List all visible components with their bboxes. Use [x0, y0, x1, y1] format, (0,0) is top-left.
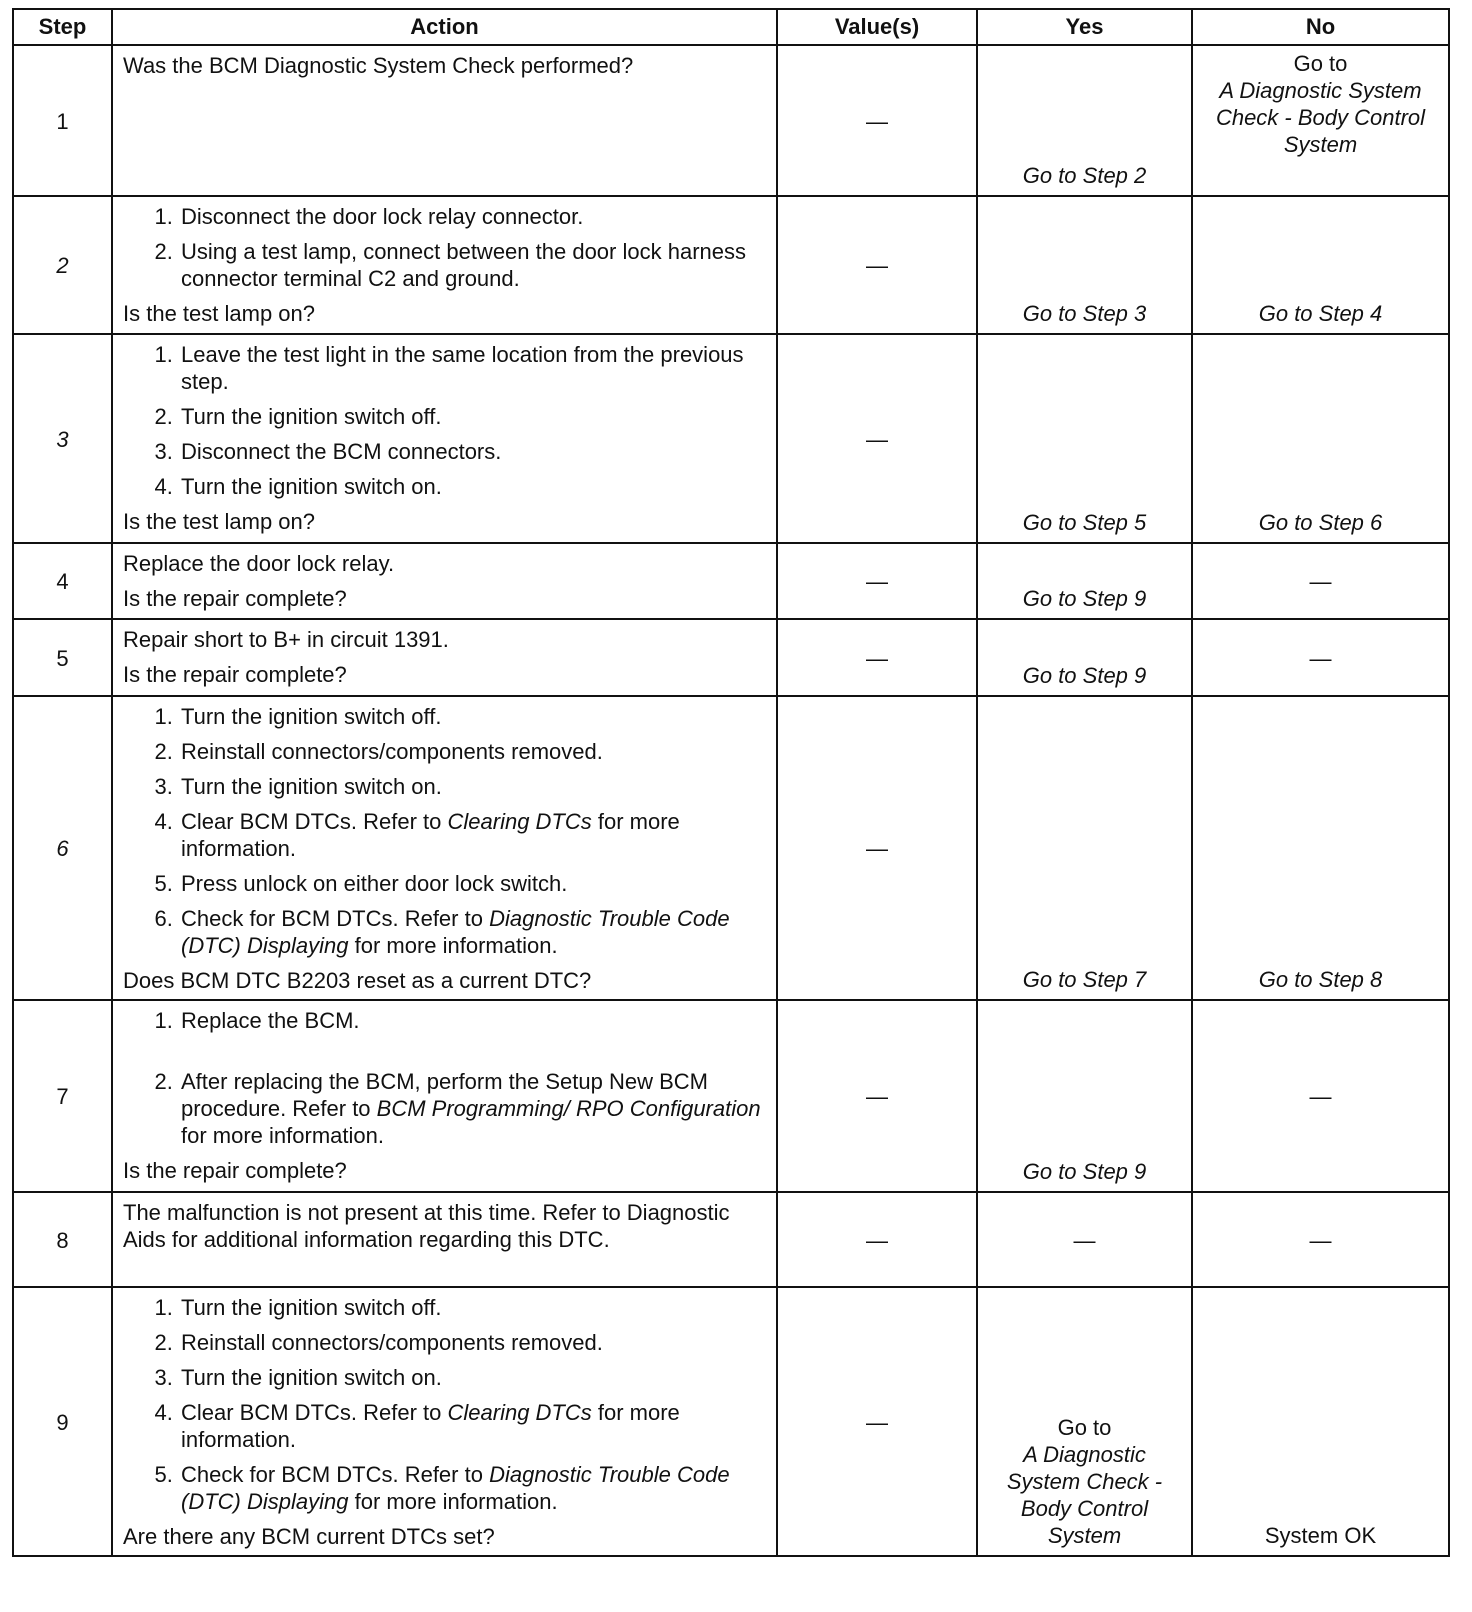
list-item: 1. Leave the test light in the same location from the previous step. [179, 341, 766, 395]
table-row [13, 1192, 1449, 1287]
diagnostic-table-container [12, 8, 1448, 1557]
text: After replacing the BCM, perform the Setup New BCM procedure. Refer to [181, 1069, 708, 1121]
action-text: Repair short to B+ in circuit 1391. [123, 627, 449, 652]
table-row [13, 196, 1449, 334]
list-item: 2. Turn the ignition switch off. [179, 403, 766, 430]
yes-cell: Go to Step 9 [977, 1000, 1192, 1192]
action-text: Was the BCM Diagnostic System Check performed? [123, 53, 634, 78]
value-cell: — [777, 334, 977, 543]
list-item [179, 905, 766, 959]
step-number: 6 [13, 696, 112, 1000]
no-cell: — [1192, 1192, 1449, 1287]
list-item: 2. Reinstall connectors/components removed. [179, 738, 766, 765]
goto-reference: A Diagnostic System Check - Body Control System [1215, 78, 1426, 157]
action-cell [112, 1000, 777, 1192]
step-number: 9 [13, 1287, 112, 1556]
list-item: 5. Press unlock on either door lock switch. [179, 870, 766, 897]
text: Clear BCM DTCs. Refer to [181, 1400, 448, 1425]
no-cell [1192, 45, 1449, 196]
no-cell: — [1192, 619, 1449, 696]
reference-link[interactable]: BCM Programming/ RPO Configuration [376, 1096, 761, 1121]
action-text: The malfunction is not present at this time. Refer to Diagnostic Aids for additional information regarding this DTC. [123, 1200, 730, 1252]
list-item: 3. Turn the ignition switch on. [179, 1364, 766, 1391]
action-question: Is the repair complete? [123, 586, 347, 611]
action-cell [112, 1287, 777, 1556]
action-steps-list [123, 203, 766, 292]
yes-cell: Go to Step 5 [977, 334, 1192, 543]
value-cell: — [777, 543, 977, 619]
list-item: 1. Replace the BCM. [179, 1007, 766, 1034]
list-item [179, 1068, 766, 1149]
action-cell [112, 334, 777, 543]
header-step: Step [13, 9, 112, 45]
list-item [179, 1461, 766, 1515]
table-row [13, 543, 1449, 619]
list-item [179, 808, 766, 862]
header-no: No [1192, 9, 1449, 45]
goto-reference: A Diagnostic System Check - Body Control System [1006, 1442, 1163, 1548]
text: Clear BCM DTCs. Refer to [181, 809, 448, 834]
list-item: 3. Turn the ignition switch on. [179, 773, 766, 800]
no-cell: Go to Step 8 [1192, 696, 1449, 1000]
action-cell [112, 696, 777, 1000]
step-number: 4 [13, 543, 112, 619]
table-row [13, 1287, 1449, 1556]
goto-prefix: Go to [1057, 1415, 1112, 1440]
value-cell: — [777, 45, 977, 196]
list-item: 1. Disconnect the door lock relay connector. [179, 203, 766, 230]
table-row [13, 1000, 1449, 1192]
header-action: Action [112, 9, 777, 45]
list-item: 3. Disconnect the BCM connectors. [179, 438, 766, 465]
no-cell: — [1192, 543, 1449, 619]
action-question: Is the repair complete? [123, 662, 347, 687]
value-cell: — [777, 696, 977, 1000]
list-item: 1. Turn the ignition switch off. [179, 703, 766, 730]
action-steps-list [123, 1294, 766, 1515]
header-values: Value(s) [777, 9, 977, 45]
reference-link[interactable]: Clearing DTCs [447, 1400, 592, 1425]
value-cell: — [777, 196, 977, 334]
action-question: Is the test lamp on? [123, 509, 315, 534]
step-number: 7 [13, 1000, 112, 1192]
reference-link[interactable]: Diagnostic Trouble Code (DTC) Displaying [181, 1462, 730, 1514]
text: for more information. [181, 1400, 680, 1452]
step-number: 5 [13, 619, 112, 696]
action-steps-list [123, 703, 766, 959]
diagnostic-table [12, 8, 1450, 1557]
text: for more information. [181, 809, 680, 861]
action-question: Are there any BCM current DTCs set? [123, 1524, 495, 1549]
goto-prefix: Go to [1293, 51, 1348, 76]
step-number: 2 [13, 196, 112, 334]
action-cell [112, 45, 777, 196]
no-cell: — [1192, 1000, 1449, 1192]
action-cell [112, 196, 777, 334]
table-row [13, 619, 1449, 696]
yes-cell [977, 1287, 1192, 1556]
action-question: Is the test lamp on? [123, 301, 315, 326]
yes-cell: — [977, 1192, 1192, 1287]
action-text: Replace the door lock relay. [123, 551, 395, 576]
list-item: 2. Using a test lamp, connect between the door lock harness connector terminal C2 and ground. [179, 238, 766, 292]
text: for more information. [348, 1489, 558, 1514]
text: Check for BCM DTCs. Refer to [181, 906, 490, 931]
no-cell: System OK [1192, 1287, 1449, 1556]
value-cell: — [777, 1287, 977, 1556]
step-number: 1 [13, 45, 112, 196]
action-question: Is the repair complete? [123, 1158, 347, 1183]
step-number: 8 [13, 1192, 112, 1287]
value-cell: — [777, 619, 977, 696]
text: Check for BCM DTCs. Refer to [181, 1462, 490, 1487]
yes-cell: Go to Step 3 [977, 196, 1192, 334]
yes-cell: Go to Step 9 [977, 543, 1192, 619]
action-steps-list [123, 341, 766, 500]
action-cell [112, 619, 777, 696]
table-row [13, 45, 1449, 196]
list-item: 4. Turn the ignition switch on. [179, 473, 766, 500]
header-yes: Yes [977, 9, 1192, 45]
value-cell: — [777, 1000, 977, 1192]
action-steps-list [123, 1007, 766, 1149]
table-row [13, 334, 1449, 543]
reference-link[interactable]: Diagnostic Trouble Code (DTC) Displaying [181, 906, 730, 958]
value-cell: — [777, 1192, 977, 1287]
yes-cell: Go to Step 7 [977, 696, 1192, 1000]
list-item: 1. Turn the ignition switch off. [179, 1294, 766, 1321]
yes-cell: Go to Step 9 [977, 619, 1192, 696]
text: for more information. [348, 933, 558, 958]
step-number: 3 [13, 334, 112, 543]
reference-link[interactable]: Clearing DTCs [447, 809, 592, 834]
text: for more information. [181, 1123, 384, 1148]
no-cell: Go to Step 4 [1192, 196, 1449, 334]
no-cell: Go to Step 6 [1192, 334, 1449, 543]
yes-cell: Go to Step 2 [977, 45, 1192, 196]
list-item: 2. Reinstall connectors/components removed. [179, 1329, 766, 1356]
action-cell [112, 543, 777, 619]
action-cell [112, 1192, 777, 1287]
header-row [13, 9, 1449, 45]
table-row [13, 696, 1449, 1000]
action-question: Does BCM DTC B2203 reset as a current DTC? [123, 968, 592, 993]
list-item [179, 1399, 766, 1453]
